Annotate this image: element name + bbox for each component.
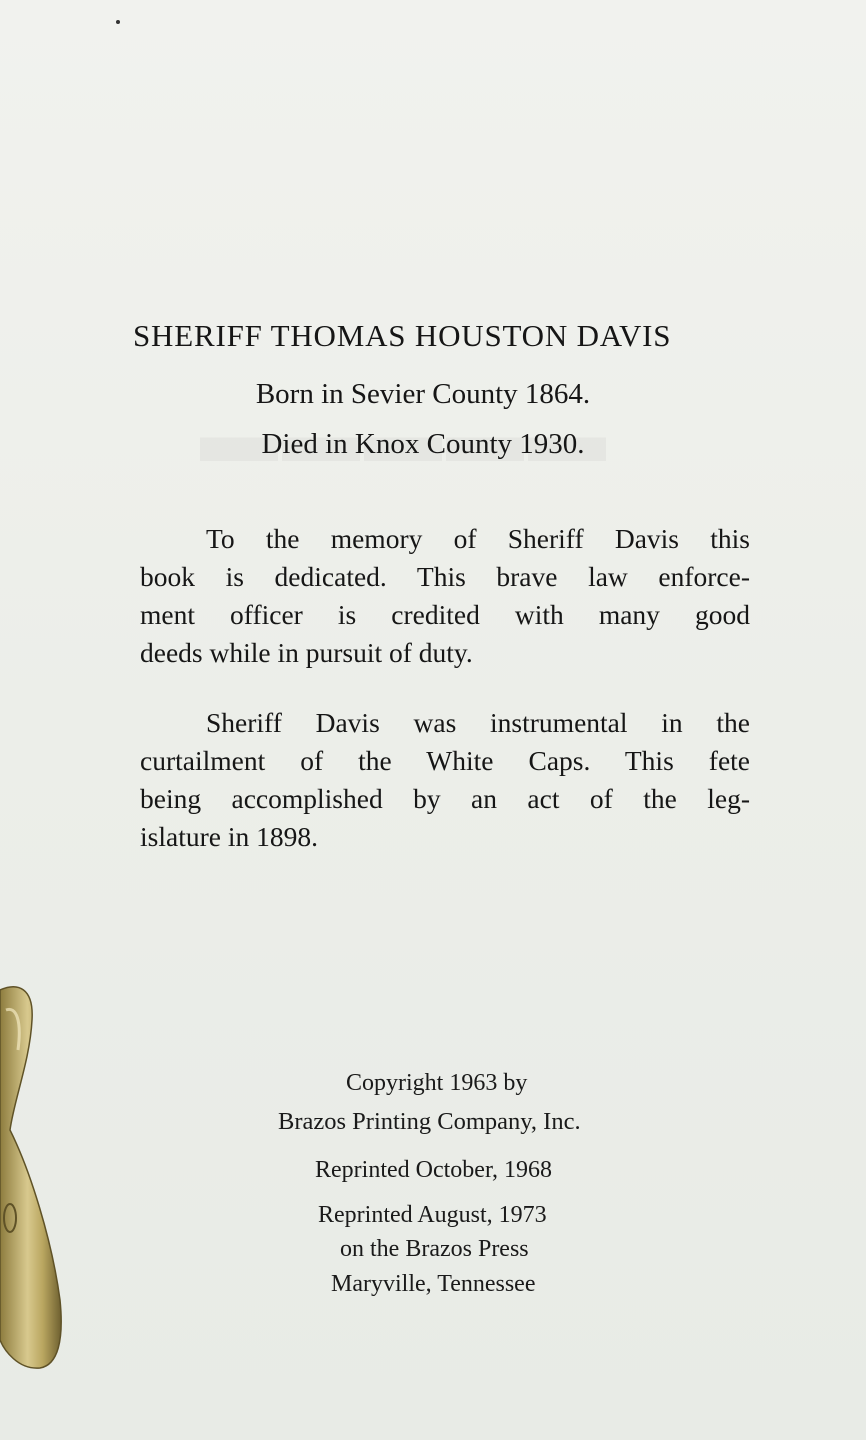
dedication-paragraph — [140, 520, 750, 672]
dedication-title: SHERIFF THOMAS HOUSTON DAVIS — [133, 318, 672, 353]
paragraph-line: being accomplished by an act of the leg- — [140, 783, 750, 814]
paragraph-line: deeds while in pursuit of duty. — [140, 637, 473, 668]
paragraph-line: islature in 1898. — [140, 821, 318, 852]
paragraph-line: Sheriff Davis was instrumental in the — [206, 707, 750, 738]
paragraph-line: To the memory of Sheriff Davis this — [206, 523, 750, 554]
place-line: Maryville, Tennessee — [331, 1271, 536, 1297]
copyright-line: Copyright 1963 by — [346, 1070, 528, 1096]
paragraph-line: ment officer is credited with many good — [140, 599, 750, 630]
publisher-line: Brazos Printing Company, Inc. — [278, 1108, 581, 1135]
reprint-line: Reprinted August, 1973 — [318, 1202, 547, 1228]
brass-weight — [0, 980, 80, 1380]
death-line: Died in Knox County 1930. — [261, 428, 585, 460]
ink-speck — [116, 20, 120, 24]
press-line: on the Brazos Press — [340, 1236, 529, 1262]
reprint-line: Reprinted October, 1968 — [315, 1157, 552, 1183]
white-caps-paragraph — [140, 704, 750, 856]
paragraph-line: book is dedicated. This brave law enforce- — [140, 561, 750, 592]
birth-line: Born in Sevier County 1864. — [255, 378, 591, 410]
paragraph-line: curtailment of the White Caps. This fete — [140, 745, 750, 776]
